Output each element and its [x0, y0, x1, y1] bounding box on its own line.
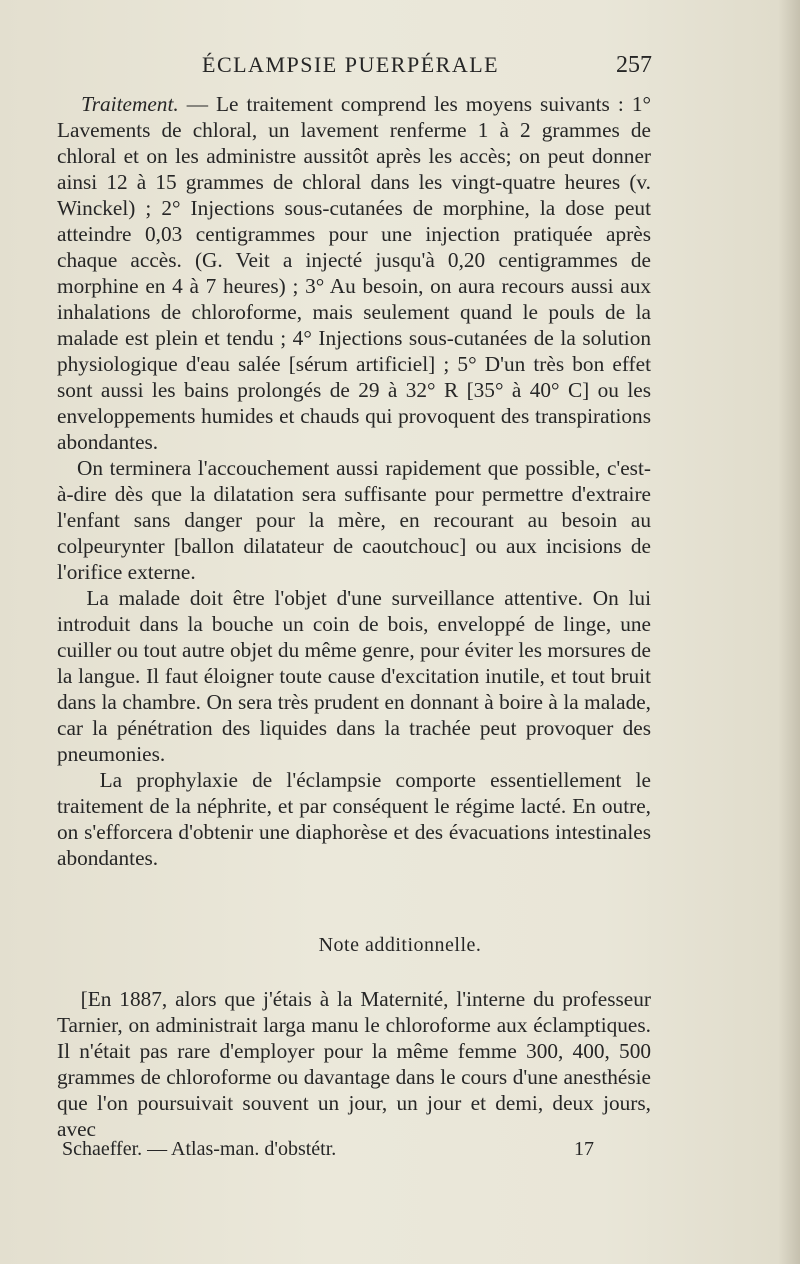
surveillance-text: La malade doit être l'objet d'une surveillance attentive. On lui introduit dans la bouche un coin de bois, enveloppé de linge, une cuiller ou tout autre objet du même genre, pour éviter les morsures de la langue. Il faut éloigner toute cause d'excitation inutile, et tout bruit dans la chambre. On sera très prudent en donnant à boire à la malade, car la pénétration des liquides dans la trachée peut provoquer des pneumonies.: [57, 586, 651, 766]
paragraph-surveillance: [57, 585, 651, 767]
delivery-text: On terminera l'accouchement aussi rapidement que possible, c'est-à-dire dès que la dilatation sera suffisante pour permettre d'extraire l'enfant sans danger pour la mère, en recourant au besoin au colpeurynter [ballon dilatateur de caoutchouc] ou aux incisions de l'orifice externe.: [57, 456, 651, 584]
treatment-lead: Traitement.: [81, 92, 179, 116]
additional-note: [57, 986, 651, 1142]
note-heading: Note additionnelle.: [318, 934, 482, 956]
signature-line: Schaeffer. — Atlas-man. d'obstétr.: [62, 1138, 337, 1160]
running-title: ÉCLAMPSIE PUERPÉRALE: [202, 52, 500, 77]
paragraph-prophylaxis: [57, 767, 651, 871]
prophylaxis-text: La prophylaxie de l'éclampsie comporte essentiellement le traitement de la néphrite, et par conséquent le régime lacté. En outre, on s'efforcera d'obtenir une diaphorèse et des évacuations intestinales abondantes.: [57, 768, 651, 870]
paragraph-treatment: [57, 91, 651, 455]
paragraph-delivery: [57, 455, 651, 585]
page-header: [62, 52, 652, 82]
note-paragraph: [57, 986, 651, 1142]
note-text: [En 1887, alors que j'étais à la Maternité, l'interne du professeur Tarnier, on administrait larga manu le chloroforme aux éclamptiques. Il n'était pas rare d'employer pour la même femme 300, 400, 500 grammes de chloroforme ou davantage dans le cours d'une anesthésie que l'on poursuivait souvent un jour, un jour et demi, deux jours, avec: [57, 987, 651, 1141]
main-text: [57, 91, 651, 871]
page-number: 257: [616, 52, 652, 78]
page-footer: [62, 1138, 652, 1166]
sheet-number: 17: [574, 1138, 594, 1160]
treatment-text: — Le traitement comprend les moyens suivants : 1° Lavements de chloral, un lavement renferme 1 à 2 grammes de chloral et on les administre aussitôt après les accès; on peut donner ainsi 12 à 15 grammes de chloral dans les vingt-quatre heures (v. Winckel) ; 2° Injections sous-cutanées de morphine, la dose peut atteindre 0,03 centigrammes pour une injection pratiquée après chaque accès. (G. Veit a injecté jusqu'à 0,20 centigrammes de morphine en 4 à 7 heures) ; 3° Au besoin, on aura recours aussi aux inhalations de chloroforme, mais seulement quand le pouls de la malade est plein et tendu ; 4° Injections sous-cutanées de la solution physiologique d'eau salée [sérum artificiel] ; 5° D'un très bon effet sont aussi les bains prolongés de 29 à 32° R [35° à 40° C] ou les enveloppements humides et chauds qui provoquent des transpirations abondantes.: [57, 92, 651, 454]
page-edge-shadow: [778, 0, 800, 1264]
